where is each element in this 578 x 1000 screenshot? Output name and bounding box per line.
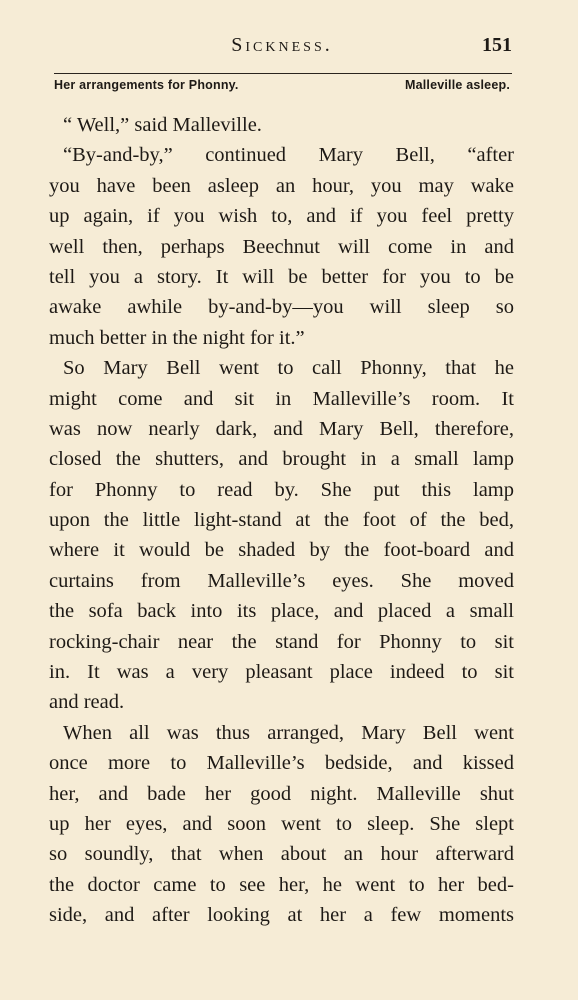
text-line: curtains from Malleville’s eyes. She moved [49, 569, 514, 592]
text-line: well then, perhaps Beechnut will come in and [49, 235, 514, 258]
text-line: closed the shutters, and brought in a small lamp [49, 448, 514, 471]
text-line: “By-and-by,” continued Mary Bell, “after [63, 144, 514, 167]
text-line: in. It was a very pleasant place indeed to sit [49, 661, 514, 684]
text-line: much better in the night for it.” [49, 326, 305, 349]
text-line: awake awhile by-and-by—you will sleep so [49, 296, 514, 319]
text-line: once more to Malleville’s bedside, and kissed [49, 752, 514, 775]
text-line: for Phonny to read by. She put this lamp [49, 478, 514, 501]
text-line: the sofa back into its place, and placed a small [49, 600, 514, 623]
text-line: you have been asleep an hour, you may wake [49, 174, 514, 197]
text-line: so soundly, that when about an hour afterward [49, 843, 514, 866]
subhead-left: Her arrangements for Phonny. [54, 78, 239, 92]
header-rule [54, 73, 512, 74]
text-line: up again, if you wish to, and if you feel pretty [49, 205, 514, 228]
text-line: When all was thus arranged, Mary Bell went [63, 721, 514, 744]
text-line: upon the little light-stand at the foot of the bed, [49, 509, 514, 532]
text-line: and read. [49, 691, 125, 714]
subhead-right: Malleville asleep. [404, 78, 510, 92]
text-line: might come and sit in Malleville’s room. It [49, 387, 514, 410]
text-line: the doctor came to see her, he went to her bed- [49, 873, 514, 896]
running-head [52, 34, 512, 70]
text-line: tell you a story. It will be better for you to be [49, 265, 514, 288]
text-line: So Mary Bell went to call Phonny, that he [63, 357, 514, 380]
page-number: 151 [482, 34, 512, 56]
text-line: side, and after looking at her a few moments [49, 904, 514, 927]
text-line: rocking-chair near the stand for Phonny to sit [49, 630, 514, 653]
text-line: her, and bade her good night. Malleville shut [49, 782, 514, 805]
text-line: “ Well,” said Malleville. [63, 114, 262, 136]
text-line: where it would be shaded by the foot-board and [49, 539, 514, 562]
text-line: was now nearly dark, and Mary Bell, therefore, [49, 417, 514, 440]
body-text [49, 110, 514, 931]
chapter-title: Sickness. [231, 34, 333, 56]
text-line: up her eyes, and soon went to sleep. She slept [49, 812, 514, 835]
